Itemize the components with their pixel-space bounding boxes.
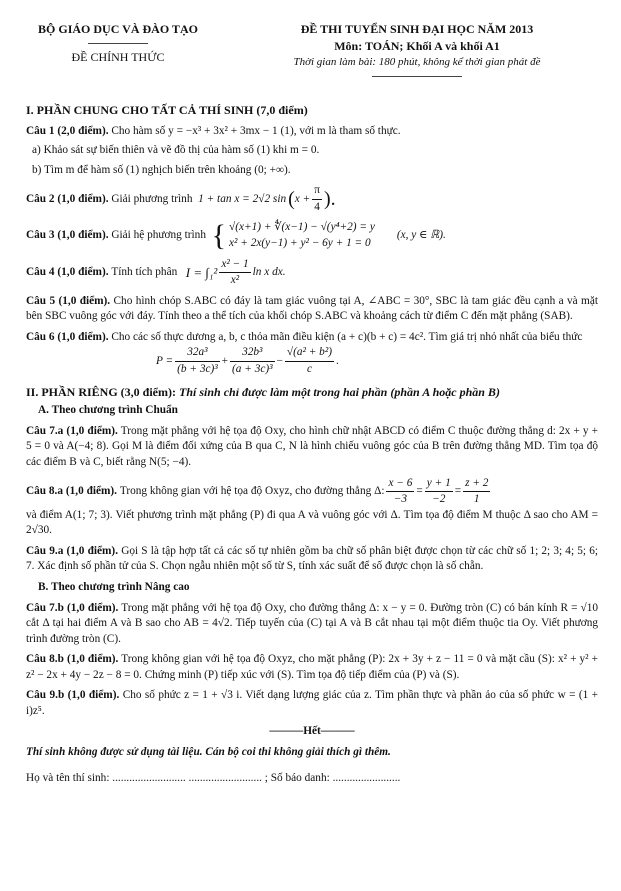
q8a-f2-num: y + 1	[425, 476, 453, 493]
part2-title-row	[26, 384, 598, 401]
q5-text: Cho hình chóp S.ABC có đáy là tam giác vuông tại A, ∠ABC = 30°, SBC là tam giác đều cạnh a và mặt bên SBC vuông góc với đáy. Tính theo a thể tích của khối chóp S.ABC và khoảng cách từ điểm C đến mặt phẳng (SAB).	[26, 294, 598, 323]
q7b-label: Câu 7.b (1,0 điểm).	[26, 601, 119, 614]
q6-label: Câu 6 (1,0 điểm).	[26, 330, 109, 343]
q5-label: Câu 5 (1,0 điểm).	[26, 294, 111, 307]
q4-frac-den: x²	[230, 274, 240, 287]
q6-text: Cho các số thực dương a, b, c thỏa mãn điều kiện (a + c)(b + c) = 4c². Tìm giá trị nhỏ nhất của biểu thức	[111, 330, 583, 343]
part2-subtitle: Thí sinh chỉ được làm một trong hai phần (phần A hoặc phần B)	[179, 384, 500, 399]
q6-f3-den: c	[306, 363, 312, 376]
q3-eq1: √(x+1) + ∜(x−1) − √(y⁴+2) = y	[229, 221, 375, 234]
question-3	[26, 220, 598, 251]
q9a-text: Gọi S là tập hợp tất cả các số tự nhiên gồm ba chữ số phân biệt được chọn từ các chữ số 1; 2; 3; 4; 5; 6; 7. Xác định số phần tử của S. Chọn ngẫu nhiên một số từ S, tính xác suất để số được chọn là số chẵn.	[26, 544, 598, 573]
q4-frac-num: x² − 1	[219, 257, 250, 274]
q8a-f1-den: −3	[393, 493, 408, 506]
q2-eq-left: 1 + tan x = 2√2 sin	[198, 192, 287, 205]
q2-text: Giải phương trình	[111, 192, 193, 205]
q3-domain: (x, y ∈ ℝ).	[396, 229, 446, 242]
exam-subject: Môn: TOÁN; Khối A và khối A1	[334, 39, 500, 53]
q7b-text: Trong mặt phẳng với hệ tọa độ Oxy, cho đường thẳng Δ: x − y = 0. Đường tròn (C) có bán kính R = √10 cắt Δ tại hai điểm A và B sao cho AB = 4√2. Tiếp tuyến của (C) tại A và B cắt nhau tại một điểm thuộc tia Oy. Viết phương trình đường tròn (C).	[26, 601, 598, 645]
q4-label: Câu 4 (1,0 điểm).	[26, 265, 109, 278]
program-b-title: B. Theo chương trình Nâng cao	[38, 580, 190, 593]
q8a-f3-num: z + 2	[463, 476, 490, 493]
exam-note: Thí sinh không được sử dụng tài liệu. Cán bộ coi thi không giải thích gì thêm.	[26, 746, 391, 759]
q2-paren-close: ).	[323, 187, 336, 210]
q3-label: Câu 3 (1,0 điểm).	[26, 229, 109, 242]
question-9a	[26, 544, 598, 575]
q3-text: Giải hệ phương trình	[111, 229, 206, 242]
q6-minus: −	[276, 354, 283, 367]
q6-p: P =	[156, 354, 174, 367]
q9a-label: Câu 9.a (1,0 điểm).	[26, 544, 119, 557]
header-right-rule	[372, 76, 462, 77]
question-5	[26, 294, 598, 325]
program-a-title: A. Theo chương trình Chuẩn	[38, 404, 178, 417]
q8a-first-line: Câu 8.a (1,0 điểm). Trong không gian với hệ tọa độ Oxyz, cho đường thẳng Δ: $\frac{x - 6}{-3}$ = $\frac{y + 1}{-2}$ = $\frac{z + 2}{1}$	[26, 476, 598, 508]
q4-integral: I = ∫₁²	[185, 264, 218, 280]
q1-label: Câu 1 (2,0 điểm).	[26, 124, 109, 137]
part1-title: I. PHẦN CHUNG CHO TẤT CẢ THÍ SINH (7,0 điểm)	[26, 103, 308, 117]
q8a-frac3	[463, 476, 490, 508]
exam-time: Thời gian làm bài: 180 phút, không kể thời gian phát đề	[293, 56, 541, 68]
q2-label: Câu 2 (1,0 điểm).	[26, 192, 109, 205]
q6-expression	[156, 345, 598, 377]
q8a-text1: Trong không gian với hệ tọa độ Oxyz, cho đường thẳng Δ:	[119, 484, 385, 497]
q6-f2-num: 32b³	[230, 345, 275, 362]
q8a-label: Câu 8.a (1,0 điểm).	[26, 484, 117, 497]
q9b-label: Câu 9.b (1,0 điểm).	[26, 689, 120, 702]
q8a-frac2	[425, 476, 453, 508]
part2-title: II. PHẦN RIÊNG (3,0 điểm):	[26, 384, 176, 399]
question-8a	[26, 476, 598, 539]
exam-title: ĐỀ THI TUYỂN SINH ĐẠI HỌC NĂM 2013	[300, 22, 534, 36]
q6-plus: +	[221, 354, 229, 367]
q6-f3-num: √(a² + b²)	[285, 345, 334, 362]
ministry-name: BỘ GIÁO DỤC VÀ ĐÀO TẠO	[38, 22, 198, 36]
q8a-f1-num: x − 6	[386, 476, 414, 493]
q7a-label: Câu 7.a (1,0 điểm).	[26, 424, 118, 437]
question-6	[26, 330, 598, 346]
q6-f2-den: (a + 3c)³	[232, 363, 273, 376]
header-right	[232, 22, 602, 77]
q2-frac-num: π	[312, 183, 322, 200]
q6-frac3	[285, 345, 334, 377]
question-1	[26, 124, 598, 140]
header-left	[18, 22, 218, 65]
q7a-text: Trong mặt phẳng với hệ tọa độ Oxy, cho hình chữ nhật ABCD có điểm C thuộc đường thẳng d: 2x + y + 5 = 0 và A(−4; 8). Gọi M là điểm đối xứng của B qua C, N là hình chiếu vuông góc của B trên đường thẳng MD. Tìm tọa độ các điểm B và C, biết rằng N(5; −4).	[26, 424, 598, 468]
q8a-text2: và điểm A(1; 7; 3). Viết phương trình mặt phẳng (P) đi qua A và vuông góc với Δ. Tìm tọa độ điểm M thuộc Δ sao cho AM = 2√30.	[26, 508, 598, 537]
candidate-info-line: Họ và tên thí sinh: .......................... .......................... ; Số báo danh: ........................	[26, 771, 401, 784]
question-4	[26, 257, 598, 289]
q9b-text: Cho số phức z = 1 + √3 i. Viết dạng lượng giác của z. Tìm phần thực và phần ảo của số phức w = (1 + i)z⁵.	[26, 689, 599, 718]
exam-content	[26, 98, 598, 786]
q2-paren-open: (	[288, 187, 295, 210]
official-label: ĐỀ CHÍNH THỨC	[71, 50, 165, 64]
q1-part-a: a) Khảo sát sự biến thiên và vẽ đồ thị của hàm số (1) khi m = 0.	[32, 144, 320, 157]
q4-tail: ln x dx.	[252, 265, 286, 278]
q3-system	[229, 220, 375, 251]
q1-text: Cho hàm số y = −x³ + 3x² + 3mx − 1 (1), với m là tham số thực.	[111, 124, 401, 137]
question-9b	[26, 688, 598, 719]
q6-f1-den: (b + 3c)³	[177, 363, 218, 376]
q2-arg: x +	[294, 192, 311, 205]
q4-fraction	[219, 257, 250, 289]
q6-f1-num: 32a³	[175, 345, 220, 362]
q8b-text: Trong không gian với hệ tọa độ Oxyz, cho mặt phẳng (P): 2x + 3y + z − 11 = 0 và mặt cầu (S): x² + y² + z² − 2x + 4y − 2z − 8 = 0. Chứng minh (P) tiếp xúc với (S). Tìm tọa độ tiếp điểm của (P) và (S).	[26, 653, 598, 681]
q6-frac1	[175, 345, 220, 377]
question-7b	[26, 601, 598, 648]
q6-frac2	[230, 345, 275, 377]
q2-frac-den: 4	[314, 200, 320, 213]
end-marker: ———Hết———	[269, 724, 355, 737]
q8a-f3-den: 1	[473, 493, 480, 506]
q8a-f2-den: −2	[432, 493, 446, 506]
q3-brace: {	[211, 219, 227, 253]
q4-text: Tính tích phân	[111, 265, 178, 278]
question-7a	[26, 424, 598, 471]
question-2	[26, 183, 598, 215]
q3-eq2: x² + 2x(y−1) + y² − 6y + 1 = 0	[229, 237, 371, 250]
header-left-rule	[88, 43, 148, 44]
question-8b	[26, 652, 598, 683]
q6-period: .	[335, 354, 339, 367]
q8b-label: Câu 8.b (1,0 điểm).	[26, 653, 119, 666]
q8a-frac1	[386, 476, 414, 508]
q2-pi-over-4	[312, 183, 322, 215]
q1-part-b: b) Tìm m để hàm số (1) nghịch biến trên khoảng (0; +∞).	[32, 163, 291, 176]
